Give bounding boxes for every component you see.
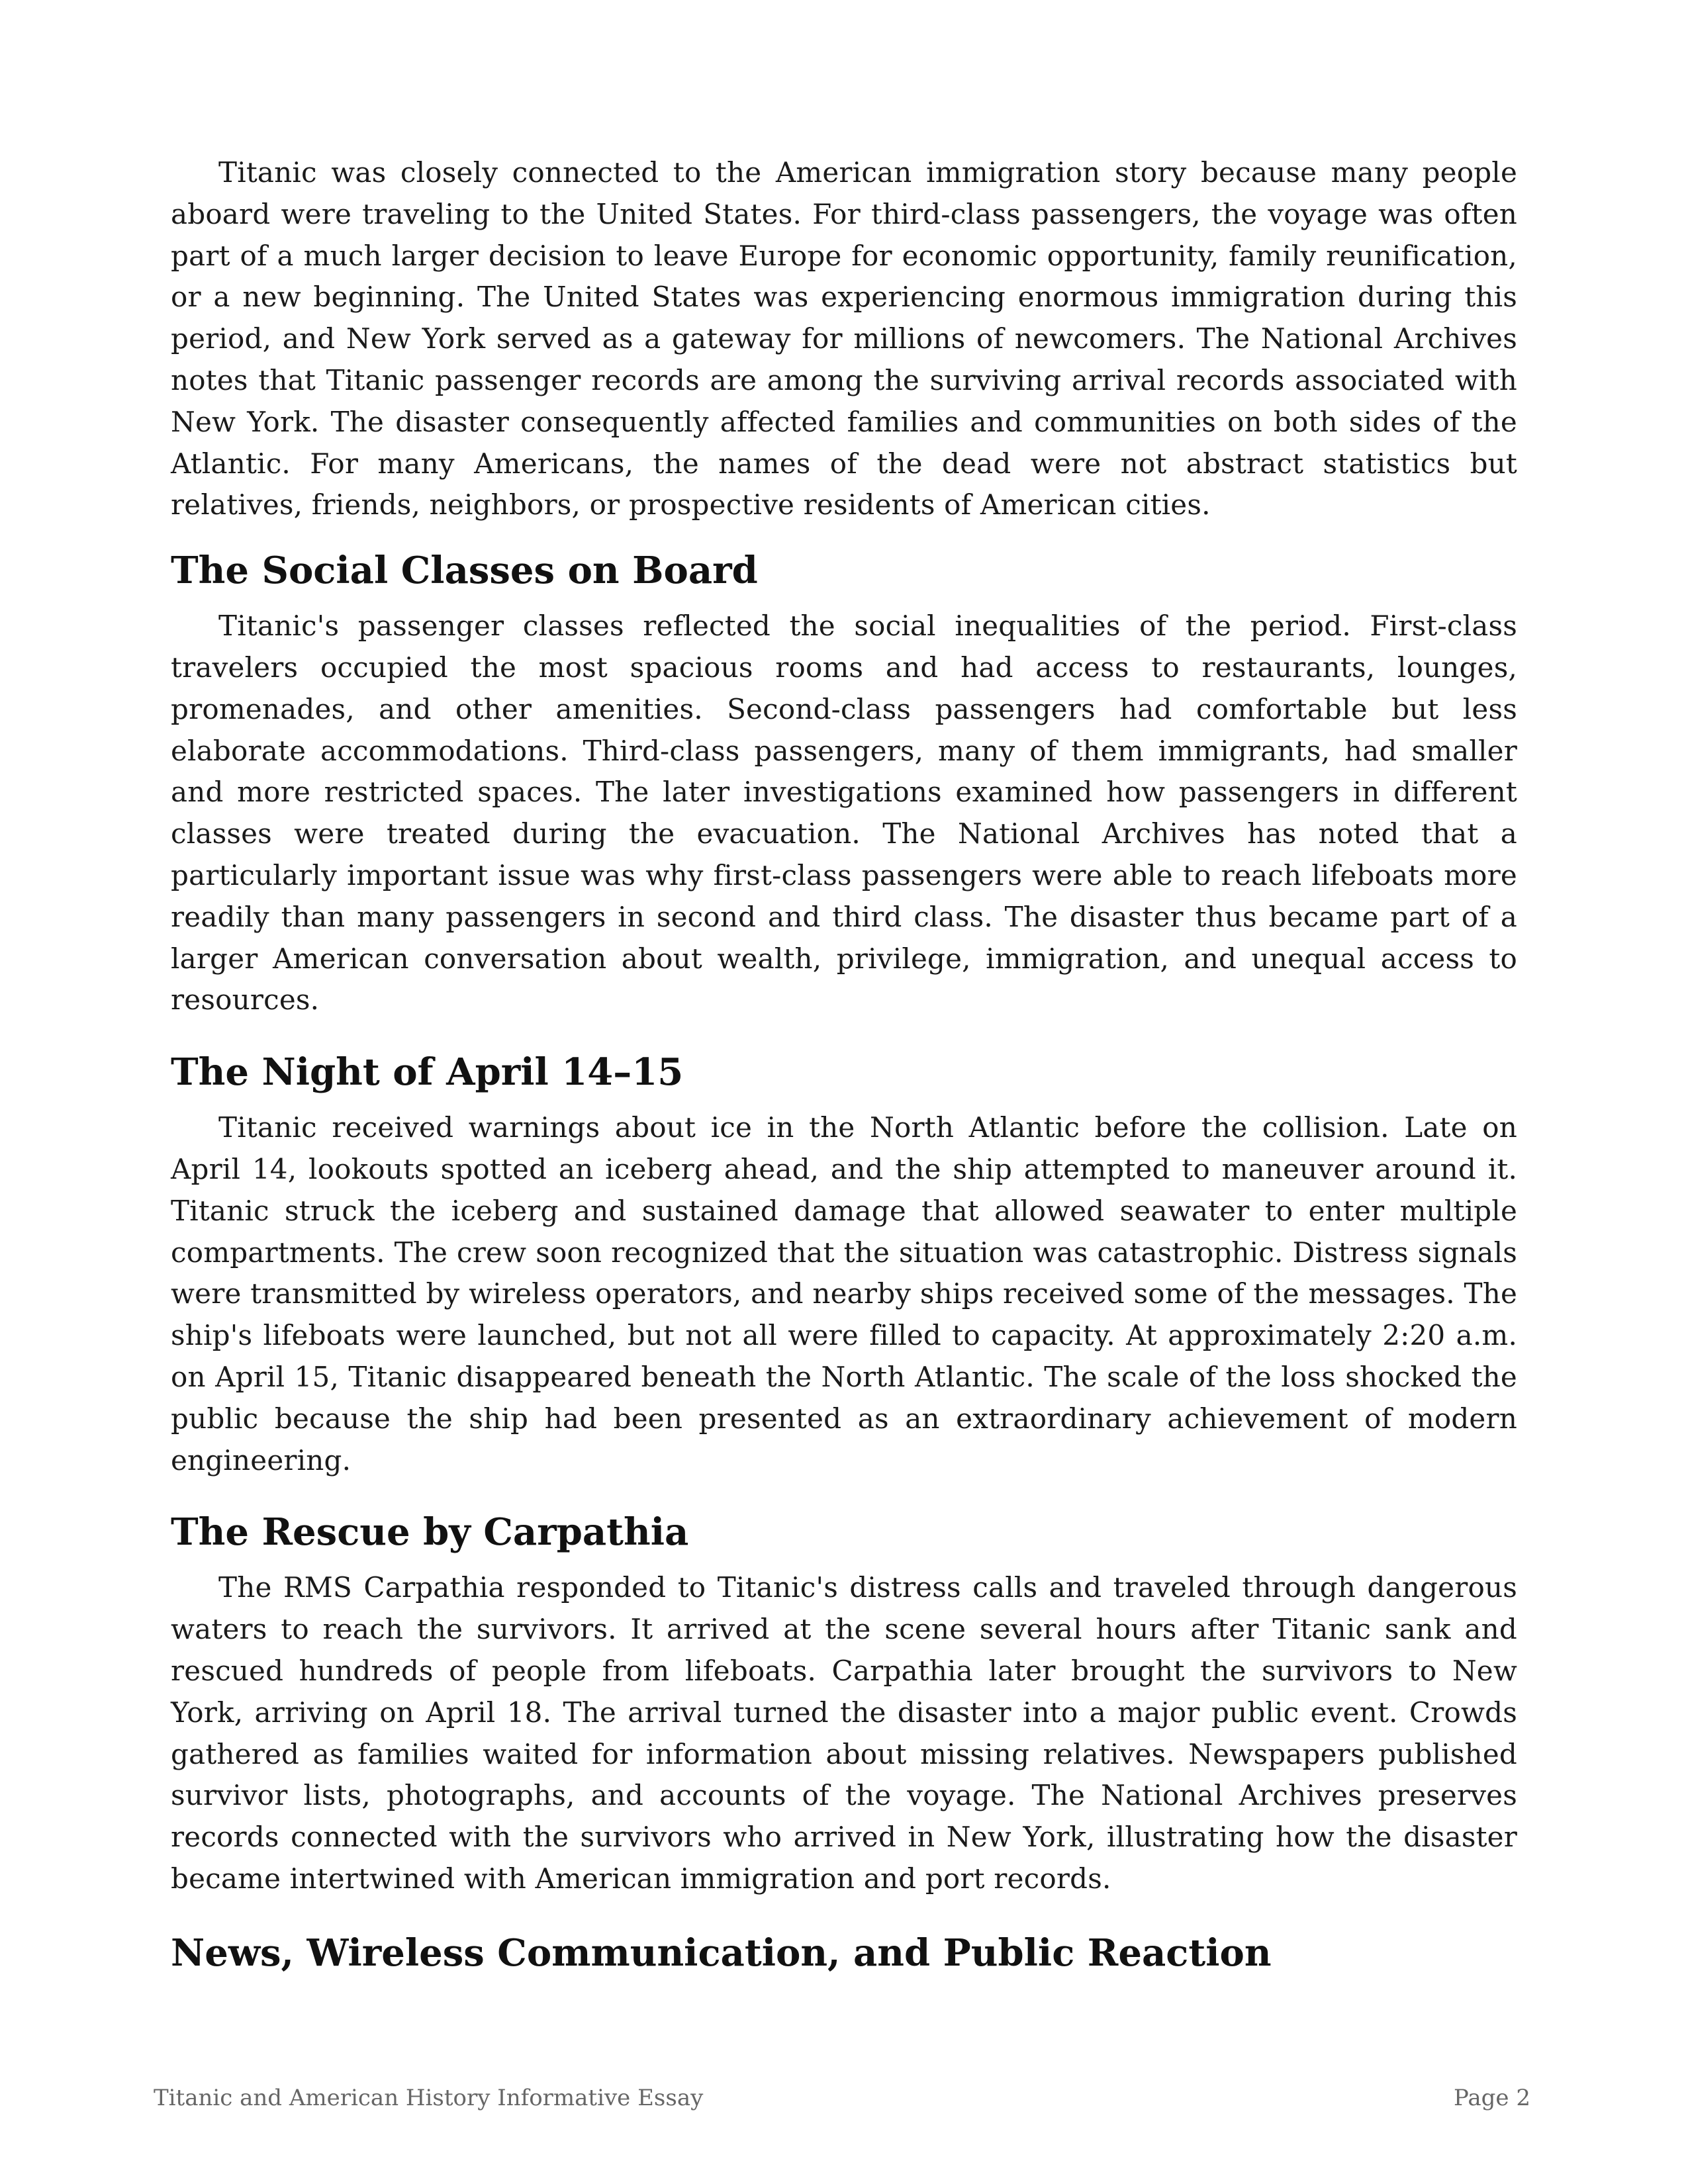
- paragraph-immigration: Titanic was closely connected to the American immigration story because many people aboard were traveling to the United States. For third-class passengers, the voyage was often part of a much larger decision to leave Europe for economic opportunity, family reunification, or a new beginning. The United States was experiencing enormous immigration during this period, and New York served as a gateway for millions of newcomers. The National Archives notes that Titanic passenger records are among the surviving arrival records associated with New York. The disaster consequently affected families and communities on both sides of the Atlantic. For many Americans, the names of the dead were not abstract statistics but relatives, friends, neighbors, or prospective residents of American cities.: [171, 156, 1517, 522]
- heading-news: News, Wireless Communication, and Public Reaction: [171, 1931, 1272, 1975]
- heading-social-classes: The Social Classes on Board: [171, 549, 758, 593]
- paragraph-rescue: The RMS Carpathia responded to Titanic's distress calls and traveled through dangerous waters to reach the survivors. It arrived at the scene several hours after Titanic sank and rescued hundreds of people from lifeboats. Carpathia later brought the survivors to New York, arriving on April 18. The arrival turned the disaster into a major public event. Crowds gathered as families waited for information about missing relatives. Newspapers published survivor lists, photographs, and accounts of the voyage. The National Archives preserves records connected with the survivors who arrived in New York, illustrating how the disaster became intertwined with American immigration and port records.: [171, 1571, 1517, 1895]
- footer-page-number: Page 2: [1454, 2085, 1530, 2111]
- heading-night: The Night of April 14–15: [171, 1050, 684, 1095]
- heading-rescue: The Rescue by Carpathia: [171, 1510, 689, 1555]
- paragraph-night: Titanic received warnings about ice in the North Atlantic before the collision. Late on April 14, lookouts spotted an iceberg ahead, and the ship attempted to maneuver around it. Titanic struck the iceberg and sustained damage that allowed seawater to enter multiple compartments. The crew soon recognized that the situation was catastrophic. Distress signals were transmitted by wireless operators, and nearby ships received some of the messages. The ship's lifeboats were launched, but not all were filled to capacity. At approximately 2:20 a.m. on April 15, Titanic disappeared beneath the North Atlantic. The scale of the loss shocked the public because the ship had been presented as an extraordinary achievement of modern engineering.: [171, 1111, 1517, 1477]
- footer-document-title: Titanic and American History Informative Essay: [154, 2085, 704, 2111]
- document-body: [171, 152, 1517, 1976]
- paragraph-social-classes: Titanic's passenger classes reflected the social inequalities of the period. First-class travelers occupied the most spacious rooms and had access to restaurants, lounges, promenades, and other amenities. Second-class passengers had comfortable but less elaborate accommodations. Third-class passengers, many of them immigrants, had smaller and more restricted spaces. The later investigations examined how passengers in different classes were treated during the evacuation. The National Archives has noted that a particularly important issue was why first-class passengers were able to reach lifeboats more readily than many passengers in second and third class. The disaster thus became part of a larger American conversation about wealth, privilege, immigration, and unequal access to resources.: [171, 610, 1517, 1017]
